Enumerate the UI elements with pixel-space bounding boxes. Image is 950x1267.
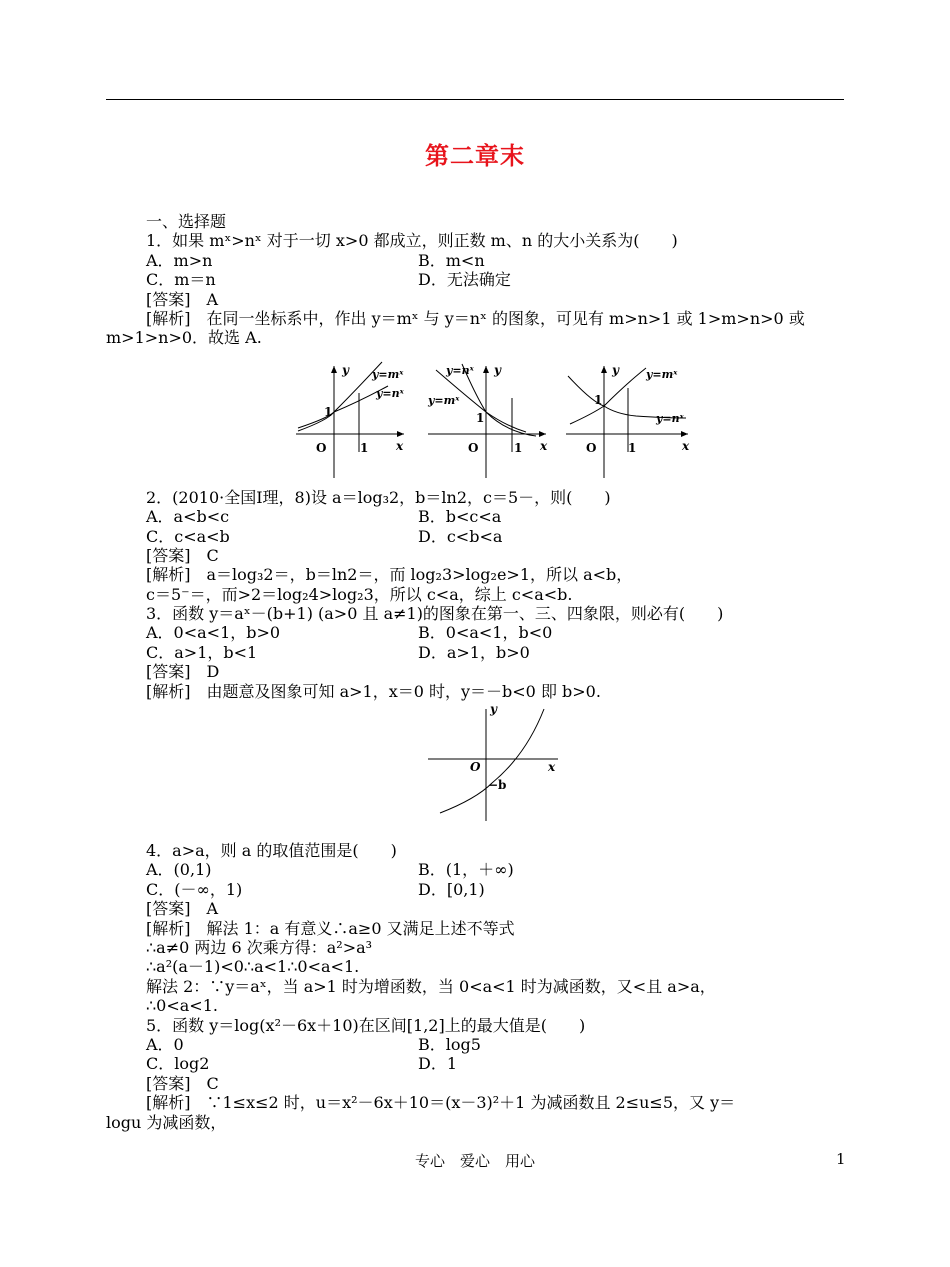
q5-answer: [答案] C — [146, 1073, 219, 1093]
graph-2-yn-label: y=nˣ — [446, 363, 474, 377]
graph-3-x1-label: 1 — [628, 440, 637, 455]
question-1: 1．如果 mˣ>nˣ 对于一切 x>0 都成立，则正数 m、n 的大小关系为( ) — [146, 231, 678, 251]
exponential-graphs-figure — [106, 348, 846, 488]
q1-options-cd — [106, 270, 846, 289]
q3-options-ab — [106, 623, 846, 642]
q5-option-a: A．0 — [146, 1034, 184, 1054]
question-4: 4．a>a，则 a 的取值范围是( ) — [146, 841, 397, 861]
fig-x-label: x — [548, 760, 556, 775]
exponential-shift-figure — [106, 701, 846, 841]
q3-figure — [106, 701, 846, 841]
q4-options-cd — [106, 880, 846, 899]
graph-1-x-label: x — [396, 438, 404, 453]
q2-option-c: C．c<a<b — [146, 526, 230, 546]
q3-options-cd — [106, 643, 846, 662]
graph-2-x-label: x — [540, 438, 548, 453]
header-rule — [106, 99, 844, 100]
graph-1-ym-label: y=mˣ — [372, 367, 404, 381]
q4-explanation-4: 解法 2：∵y＝aˣ，当 a>1 时为增函数，当 0<a<1 时为减函数，又<且 a>a， — [146, 976, 716, 996]
q4-option-a: A．(0,1) — [146, 860, 212, 880]
q1-option-a: A．m>n — [146, 250, 213, 270]
q1-answer: [答案] A — [146, 289, 219, 309]
graph-3-one-label: 1 — [594, 392, 603, 407]
q3-option-c: C．a>1，b<1 — [146, 642, 258, 662]
graph-1-origin-label: O — [316, 440, 327, 455]
fig-neg-b-label: −b — [488, 778, 507, 793]
graph-3 — [566, 363, 690, 478]
q5-option-d: D．1 — [418, 1054, 458, 1074]
q5-options-ab — [106, 1035, 846, 1054]
graph-3-origin-label: O — [586, 440, 597, 455]
section-heading: 一、选择题 — [146, 212, 227, 231]
graph-1-y-label: y — [342, 362, 349, 377]
q4-option-b: B．(1，＋∞) — [418, 860, 514, 880]
q2-option-a: A．a<b<c — [146, 507, 230, 527]
q1-options-ab — [106, 251, 846, 270]
graph-2 — [427, 363, 548, 478]
q3-answer: [答案] D — [146, 662, 220, 682]
q2-options-ab — [106, 507, 846, 526]
graph-1-one-label: 1 — [324, 404, 333, 419]
graph-2-ym-label: y=mˣ — [428, 393, 460, 407]
page-title: 第二章末 — [425, 142, 525, 170]
q5-option-b: B．log5 — [418, 1034, 481, 1054]
q5-option-c: C．log2 — [146, 1054, 210, 1074]
question-2: 2．(2010·全国Ⅰ理，8)设 a＝log₃2，b＝ln2，c＝5－，则( ) — [146, 487, 611, 507]
graph-3-y-label: y — [612, 362, 619, 377]
q4-option-d: D．[0,1) — [418, 879, 485, 899]
q5-options-cd — [106, 1054, 846, 1073]
q4-explanation-2: ∴a≠0 两边 6 次乘方得：a²>a³ — [146, 937, 373, 957]
q2-explanation-1: [解析] a＝log₃2＝，b＝ln2＝，而 log₂3>log₂e>1，所以 a<b， — [146, 565, 633, 585]
q4-option-c: C．(－∞，1) — [146, 879, 243, 899]
graph-1 — [296, 362, 405, 478]
q3-explanation: [解析] 由题意及图象可知 a>1，x＝0 时，y＝－b<0 即 b>0. — [146, 681, 601, 701]
graph-3-x-label: x — [682, 438, 690, 453]
q3-option-d: D．a>1，b>0 — [418, 642, 530, 662]
q2-option-b: B．b<c<a — [418, 507, 502, 527]
q1-option-d: D．无法确定 — [418, 270, 511, 290]
q2-answer: [答案] C — [146, 545, 219, 565]
page-number: 1 — [836, 1150, 846, 1168]
fig-y-label: y — [490, 702, 497, 717]
graph-2-x1-label: 1 — [514, 440, 523, 455]
q4-explanation-5: ∴0<a<1. — [146, 996, 218, 1016]
fig-origin-label: O — [470, 760, 481, 775]
graph-2-y-label: y — [494, 362, 501, 377]
graph-3-ym-label: y=mˣ — [646, 367, 678, 381]
document-body — [106, 212, 846, 1132]
q5-explanation-2: logu 为减函数， — [106, 1112, 227, 1132]
q1-option-c: C．m＝n — [146, 270, 216, 290]
q1-option-b: B．m<n — [418, 250, 485, 270]
q1-explanation-1: [解析] 在同一坐标系中，作出 y＝mˣ 与 y＝nˣ 的图象，可见有 m>n>1 或 1>m>n>0 或 — [146, 308, 805, 328]
q3-option-b: B．0<a<1，b<0 — [418, 623, 553, 643]
graph-2-one-label: 1 — [476, 410, 485, 425]
graph-1-yn-label: y=nˣ — [376, 386, 404, 400]
q1-explanation-2: m>1>n>0．故选 A. — [106, 328, 262, 348]
q4-explanation-3: ∴a²(a－1)<0∴a<1∴0<a<1. — [146, 957, 360, 977]
q5-explanation-1: [解析] ∵1≤x≤2 时，u＝x²－6x＋10＝(x－3)²＋1 为减函数且 2≤u≤5，又 y＝ — [146, 1093, 736, 1113]
q3-option-a: A．0<a<1，b>0 — [146, 623, 281, 643]
q1-figures — [106, 348, 846, 488]
q4-answer: [答案] A — [146, 899, 219, 919]
q2-explanation-2: c＝5⁻＝，而>2＝log₂4>log₂3，所以 c<a，综上 c<a<b. — [146, 584, 573, 604]
q4-options-ab — [106, 860, 846, 879]
graph-3-yn-label: y=nˣ — [656, 411, 684, 425]
q2-option-d: D．c<b<a — [418, 526, 503, 546]
graph-2-origin-label: O — [468, 440, 479, 455]
page-footer: 专心 爱心 用心 — [414, 1152, 535, 1170]
graph-1-x1-label: 1 — [360, 440, 369, 455]
question-5: 5．函数 y＝log(x²－6x＋10)在区间[1,2]上的最大值是( ) — [146, 1015, 586, 1035]
q4-explanation-1: [解析] 解法 1：a 有意义∴a≥0 又满足上述不等式 — [146, 918, 515, 938]
question-3: 3．函数 y＝aˣ－(b+1) (a>0 且 a≠1)的图象在第一、三、四象限，则必有( ) — [146, 604, 724, 624]
q2-options-cd — [106, 527, 846, 546]
